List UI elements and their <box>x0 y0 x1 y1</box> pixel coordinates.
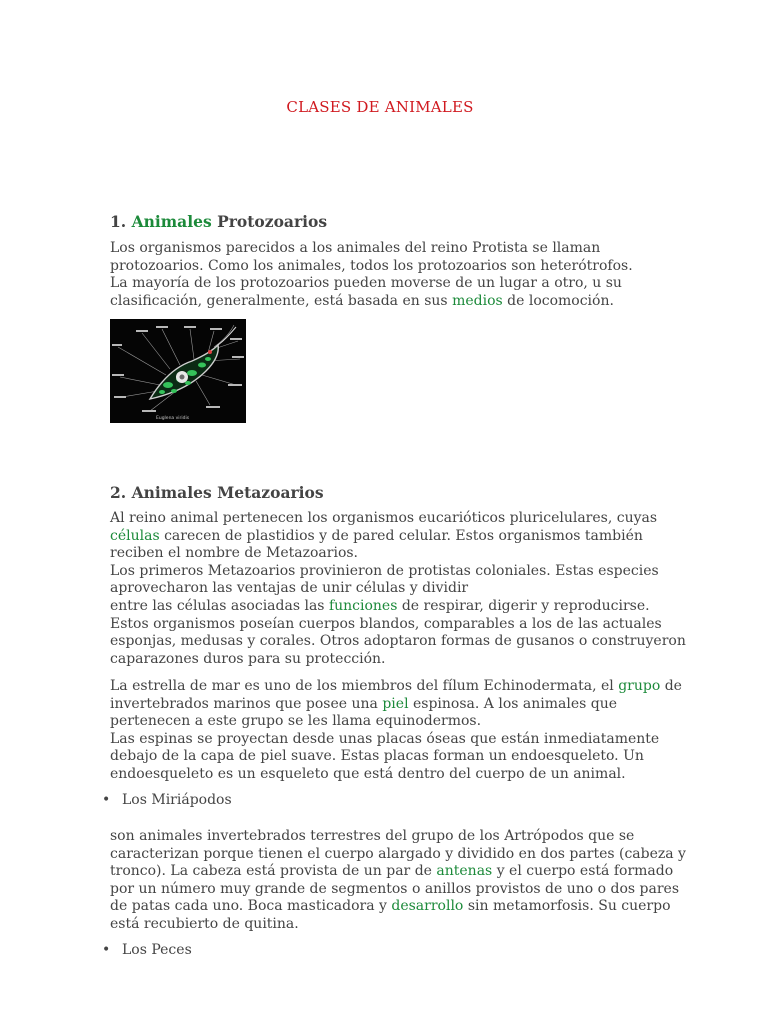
page-title: CLASES DE ANIMALES <box>286 98 474 116</box>
link-antenas[interactable]: antenas <box>436 863 493 880</box>
text-line: Las espinas se proyectan desde unas placas óseas que están inmediatamente <box>110 730 660 747</box>
section-2-paragraph-3 <box>110 828 686 934</box>
bullet-item-peces <box>102 942 192 958</box>
section-1-number: 1. <box>110 212 127 231</box>
link-medios[interactable]: medios <box>452 292 503 309</box>
text-span: espinosa. A los animales que <box>413 695 618 712</box>
section-1-title-rest: Protozoarios <box>217 212 328 231</box>
link-desarrollo[interactable]: desarrollo <box>391 898 464 915</box>
figure-caption: Euglena viridis <box>156 416 190 421</box>
link-animales[interactable]: Animales <box>131 212 212 231</box>
text-span: clasificación, generalmente, está basada en sus <box>110 292 448 309</box>
text-line: Los organismos parecidos a los animales del reino Protista se llaman <box>110 240 601 256</box>
text-line: debajo de la capa de piel suave. Estas placas forman un endoesqueleto. Un <box>110 748 644 765</box>
text-line: La mayoría de los protozoarios pueden moverse de un lugar a otro, u su <box>110 275 622 292</box>
bullet-glyph: • <box>102 942 111 958</box>
text-line: aprovecharon las ventajas de unir células y dividir <box>110 580 469 597</box>
text-line <box>110 898 671 916</box>
text-line <box>110 863 674 881</box>
text-span: La estrella de mar es uno de los miembros del fílum Echinodermata, el <box>110 678 614 694</box>
section-2-paragraph-2 <box>110 678 682 784</box>
link-grupo[interactable]: grupo <box>618 678 661 694</box>
text-line: está recubierto de quitina. <box>110 915 299 932</box>
section-1-heading <box>110 212 327 231</box>
text-span: de locomoción. <box>507 292 614 309</box>
text-span: sin metamorfosis. Su cuerpo <box>467 898 671 915</box>
text-line: Los primeros Metazoarios provinieron de protistas coloniales. Estas especies <box>110 562 659 579</box>
link-funciones[interactable]: funciones <box>328 597 398 614</box>
text-span: entre las células asociadas las <box>110 597 325 614</box>
text-line: caracterizan porque tienen el cuerpo alargado y dividido en dos partes (cabeza y <box>110 845 686 862</box>
bullet-item-miriapodos <box>102 792 232 808</box>
text-line <box>110 598 662 616</box>
euglena-illustration <box>110 319 246 423</box>
text-line <box>110 696 662 714</box>
text-span: de respirar, digerir y reproducirse. <box>401 597 650 614</box>
text-line: por un número muy grande de segmentos o anillos provistos de uno o dos pares <box>110 880 680 897</box>
text-line: reciben el nombre de Metazoarios. <box>110 545 359 562</box>
link-piel[interactable]: piel <box>382 695 409 712</box>
text-line <box>110 293 662 311</box>
text-line <box>110 678 682 696</box>
section-1-paragraph <box>110 240 662 310</box>
text-span: invertebrados marinos que posee una <box>110 695 378 712</box>
text-span: de <box>664 678 682 694</box>
text-span: y el cuerpo está formado <box>496 863 674 880</box>
bullet-label: Los Peces <box>122 942 192 958</box>
link-celulas[interactable]: células <box>110 527 160 544</box>
text-line: son animales invertebrados terrestres del grupo de los Artrópodos que se <box>110 828 635 844</box>
text-line: Al reino animal pertenecen los organismos eucarióticos pluricelulares, cuyas <box>110 510 658 526</box>
text-line: Estos organismos poseían cuerpos blandos, comparables a los de las actuales <box>110 615 662 632</box>
section-2-heading: 2. Animales Metazoarios <box>110 483 324 502</box>
text-line: endoesqueleto es un esqueleto que está dentro del cuerpo de un animal. <box>110 765 626 782</box>
text-span: tronco). La cabeza está provista de un par de <box>110 863 432 880</box>
bullet-label: Los Miriápodos <box>122 792 232 808</box>
euglena-diagram-image <box>110 319 246 423</box>
bullet-glyph: • <box>102 792 111 808</box>
text-line: caparazones duros para su protección. <box>110 650 386 667</box>
section-2-paragraph-1 <box>110 510 686 668</box>
text-span: de patas cada uno. Boca masticadora y <box>110 898 387 915</box>
text-span: carecen de plastidios y de pared celular. Estos organismos también <box>164 527 643 544</box>
text-line: protozoarios. Como los animales, todos los protozoarios son heterótrofos. <box>110 257 633 274</box>
text-line: pertenecen a este grupo se les llama equinodermos. <box>110 713 482 730</box>
text-line <box>110 528 662 546</box>
text-line: esponjas, medusas y corales. Otros adoptaron formas de gusanos o construyeron <box>110 633 686 650</box>
